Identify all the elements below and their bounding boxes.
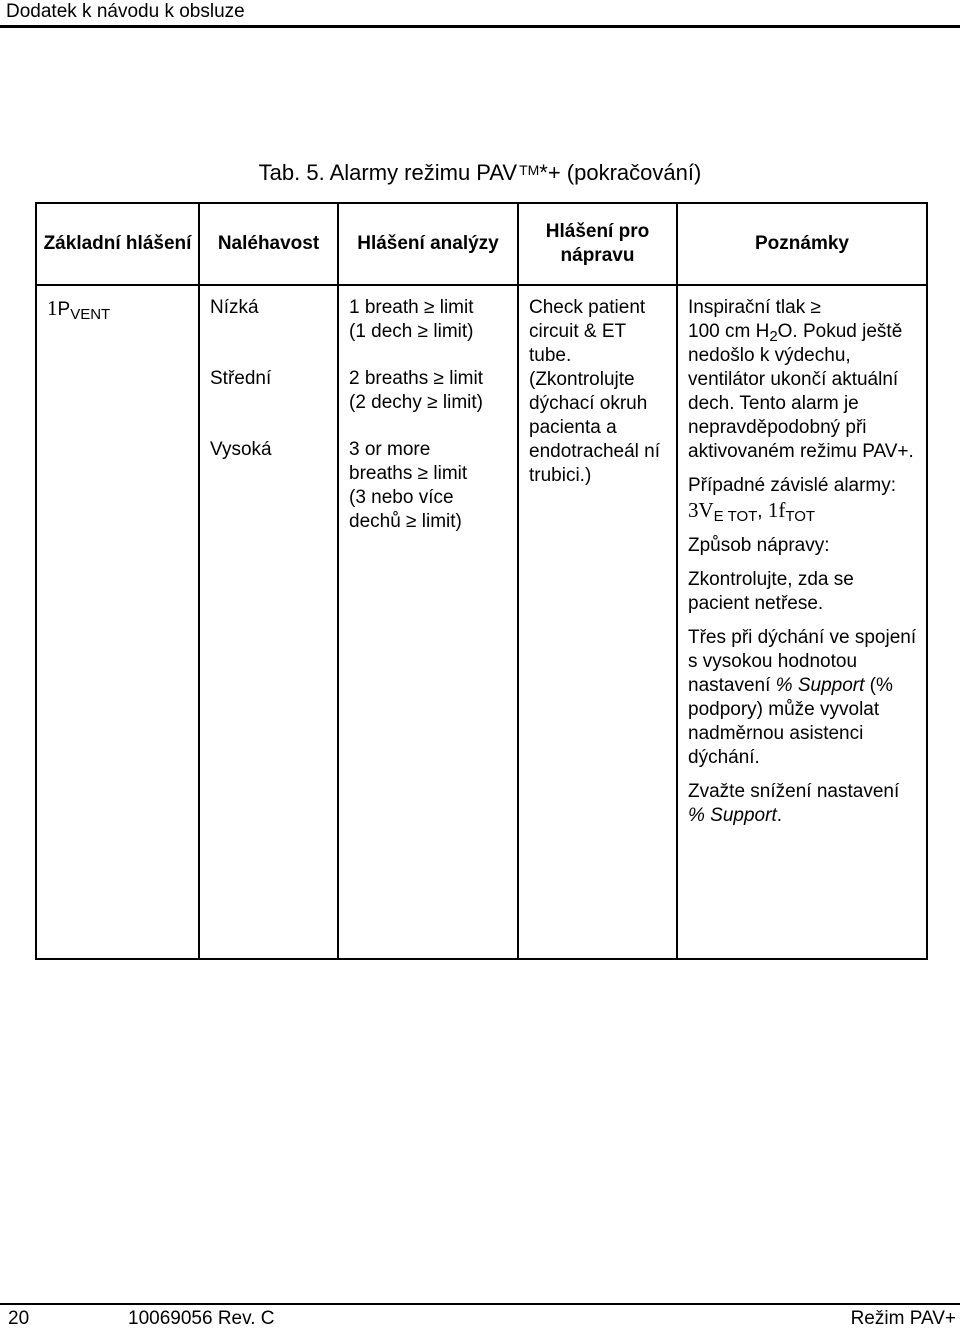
subscript: TOT xyxy=(785,508,816,525)
analysis-high xyxy=(349,438,509,534)
note-text: 100 cm H xyxy=(688,321,770,342)
column-header-urgency: Naléhavost xyxy=(199,203,338,285)
notes-cell xyxy=(677,285,927,959)
ge-symbol: ≥ xyxy=(406,511,417,532)
note-paragraph-3: Způsob nápravy: xyxy=(688,535,830,556)
analysis-text: 1 breath xyxy=(349,297,424,318)
note-text: Případné závislé alarmy: xyxy=(688,475,897,496)
note-text: Třes při dýchání ve spojení s vysokou hodnotou nastavení xyxy=(688,627,917,696)
analysis-text: breaths xyxy=(349,463,418,484)
arrow-down-v-icon: 3V xyxy=(688,498,714,522)
note-paragraph-1 xyxy=(688,296,918,464)
note-text: , xyxy=(757,501,768,522)
note-text: Zvažte snížení nastavení xyxy=(688,781,900,802)
subscript: E TOT xyxy=(713,508,758,525)
revision-number: 10069056 Rev. C xyxy=(128,1308,275,1329)
note-text: . xyxy=(776,805,783,826)
basic-message-subscript: VENT xyxy=(70,306,111,323)
basic-message-main: P xyxy=(57,299,71,320)
ge-symbol: ≥ xyxy=(810,297,821,318)
urgency-medium: Střední xyxy=(210,368,272,389)
arrow-up-f-icon: 1f xyxy=(767,498,786,522)
basic-message-cell xyxy=(36,285,199,959)
footer-mode: Režim PAV+ xyxy=(850,1308,956,1329)
note-text: Inspirační tlak xyxy=(688,297,811,318)
ge-symbol: ≥ xyxy=(417,321,429,342)
analysis-cell xyxy=(338,285,518,959)
note-text: O. Pokud ještě nedošlo k výdechu, ventilátor ukončí aktuální dech. Tento alarm je nepravděpodobný při aktivovaném režimu PAV+. xyxy=(688,321,914,462)
note-paragraph-5 xyxy=(688,626,918,770)
alarm-table xyxy=(35,202,928,960)
note-emphasis: % Support xyxy=(688,805,777,826)
analysis-medium xyxy=(349,367,509,415)
header-rule xyxy=(0,25,960,28)
note-paragraph-2 xyxy=(688,474,918,524)
column-header-notes: Poznámky xyxy=(677,203,927,285)
table-header-row xyxy=(36,203,927,285)
subscript: 2 xyxy=(769,328,778,345)
note-paragraph-4: Zkontrolujte, zda se pacient netřese. xyxy=(688,569,854,614)
ge-symbol: ≥ xyxy=(427,392,438,413)
table-title xyxy=(0,156,960,187)
table-title-prefix: Tab. 5. Alarmy režimu PAV xyxy=(258,160,518,185)
urgency-low: Nízká xyxy=(210,297,259,318)
analysis-low xyxy=(349,296,509,344)
note-text: (% podpory) může vyvolat nadměrnou asistenci dýchání. xyxy=(688,675,893,768)
ge-symbol: ≥ xyxy=(417,463,429,484)
analysis-text: limit xyxy=(428,463,468,484)
analysis-text: limit) xyxy=(428,321,474,342)
trademark-mark: TM xyxy=(519,162,540,178)
table-row xyxy=(36,285,927,959)
footer-rule xyxy=(0,1303,960,1305)
column-header-remedy: Hlášení pro nápravu xyxy=(518,203,677,285)
analysis-text: 3 or more xyxy=(349,439,431,460)
analysis-text: (3 nebo více xyxy=(349,487,454,508)
note-paragraph-6 xyxy=(688,780,918,828)
urgency-high: Vysoká xyxy=(210,439,272,460)
analysis-text: 2 breaths xyxy=(349,368,434,389)
analysis-text: limit xyxy=(443,368,483,389)
column-header-analysis: Hlášení analýzy xyxy=(338,203,518,285)
note-emphasis: % Support xyxy=(775,675,865,696)
analysis-text: (2 dechy xyxy=(349,392,428,413)
analysis-text: limit xyxy=(434,297,474,318)
analysis-text: (1 dech xyxy=(349,321,418,342)
analysis-text: dechů xyxy=(349,511,407,532)
analysis-text: limit) xyxy=(437,392,483,413)
ge-symbol: ≥ xyxy=(424,297,435,318)
analysis-text: limit) xyxy=(416,511,462,532)
arrow-up-icon: 1 xyxy=(47,296,58,320)
table-title-suffix: *+ (pokračování) xyxy=(539,160,702,185)
urgency-cell xyxy=(199,285,338,959)
running-header: Dodatek k návodu k obsluze xyxy=(6,1,245,22)
column-header-basic: Základní hlášení xyxy=(36,203,199,285)
ge-symbol: ≥ xyxy=(433,368,444,389)
remedy-cell: Check patient circuit & ET tube. (Zkontrolujte dýchací okruh pacienta a endotracheál ní trubici.) xyxy=(518,285,677,959)
page-number: 20 xyxy=(8,1308,30,1329)
